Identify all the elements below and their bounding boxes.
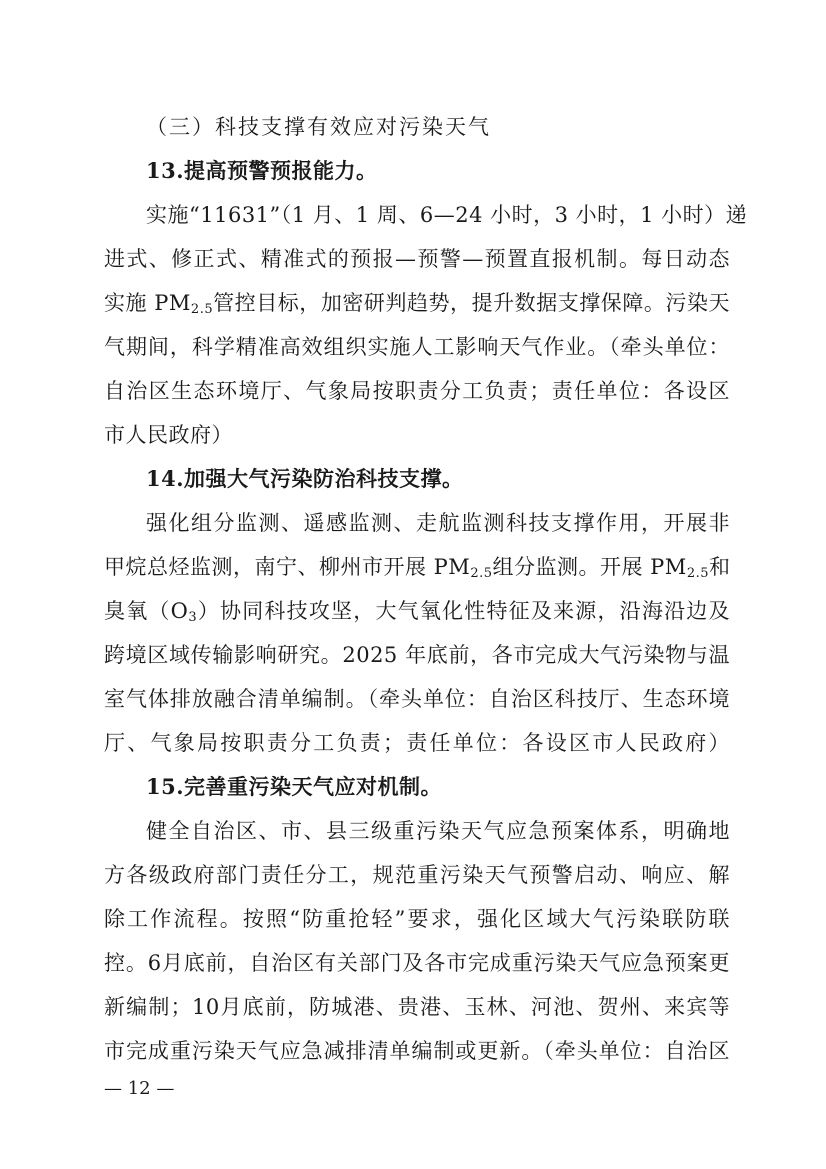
paragraph-line: 市人民政府） [104, 423, 233, 447]
text-run: ）协同科技攻坚，大气氧化性特征及来源，沿海沿边及 [197, 599, 730, 623]
paragraph-line: 实施“11631”（1 月、1 周、6—24 小时，3 小时，1 小时）递 [146, 203, 748, 227]
subscript: 3 [188, 610, 198, 625]
paragraph-line [104, 598, 730, 624]
text-run: 和 [709, 555, 731, 579]
paragraph-line: 强化组分监测、遥感监测、走航监测科技支撑作用，开展非 [146, 511, 730, 535]
page-number: — 12 — [104, 1078, 175, 1099]
text-run: 甲烷总烃监测，南宁、柳州市开展 PM [104, 555, 471, 579]
paragraph-line: 跨境区域传输影响研究。2025 年底前，各市完成大气污染物与温 [104, 643, 730, 667]
paragraph-line [104, 554, 730, 580]
item-13-title: 13.提高预警预报能力。 [146, 158, 378, 183]
paragraph-line: 厅、气象局按职责分工负责；责任单位：各设区市人民政府） [104, 731, 730, 755]
paragraph-line: 除工作流程。按照“防重抢轻”要求，强化区域大气污染联防联 [104, 907, 730, 931]
subscript: 2.5 [190, 302, 214, 317]
subscript: 2.5 [470, 566, 493, 581]
paragraph-line [104, 290, 730, 316]
text-run: 组分监测。开展 PM [492, 555, 687, 579]
paragraph-line: 气期间，科学精准高效组织实施人工影响天气作业。（牵头单位： [104, 335, 730, 359]
paragraph-line: 市完成重污染天气应急减排清单编制或更新。（牵头单位：自治区 [104, 1039, 730, 1063]
subscript: 2.5 [686, 566, 709, 581]
text-run: 臭氧（O [104, 599, 189, 623]
section-heading: （三）科技支撑有效应对污染天气 [146, 115, 491, 139]
text-run: 实施 PM [104, 291, 191, 315]
paragraph-line: 室气体排放融合清单编制。（牵头单位：自治区科技厅、生态环境 [104, 687, 730, 711]
paragraph-line: 健全自治区、市、县三级重污染天气应急预案体系，明确地 [146, 819, 730, 843]
text-run: 管控目标，加密研判趋势，提升数据支撑保障。污染天 [213, 291, 730, 315]
item-14-title: 14.加强大气污染防治科技支撑。 [146, 466, 464, 491]
paragraph-line: 自治区生态环境厅、气象局按职责分工负责；责任单位：各设区 [104, 379, 730, 403]
paragraph-line: 控。6月底前，自治区有关部门及各市完成重污染天气应急预案更 [104, 951, 730, 975]
paragraph-line: 新编制；10月底前，防城港、贵港、玉林、河池、贺州、来宾等 [104, 995, 730, 1019]
paragraph-line: 进式、修正式、精准式的预报—预警—预置直报机制。每日动态 [104, 247, 730, 271]
item-15-title: 15.完善重污染天气应对机制。 [146, 774, 443, 799]
paragraph-line: 方各级政府部门责任分工，规范重污染天气预警启动、响应、解 [104, 863, 730, 887]
